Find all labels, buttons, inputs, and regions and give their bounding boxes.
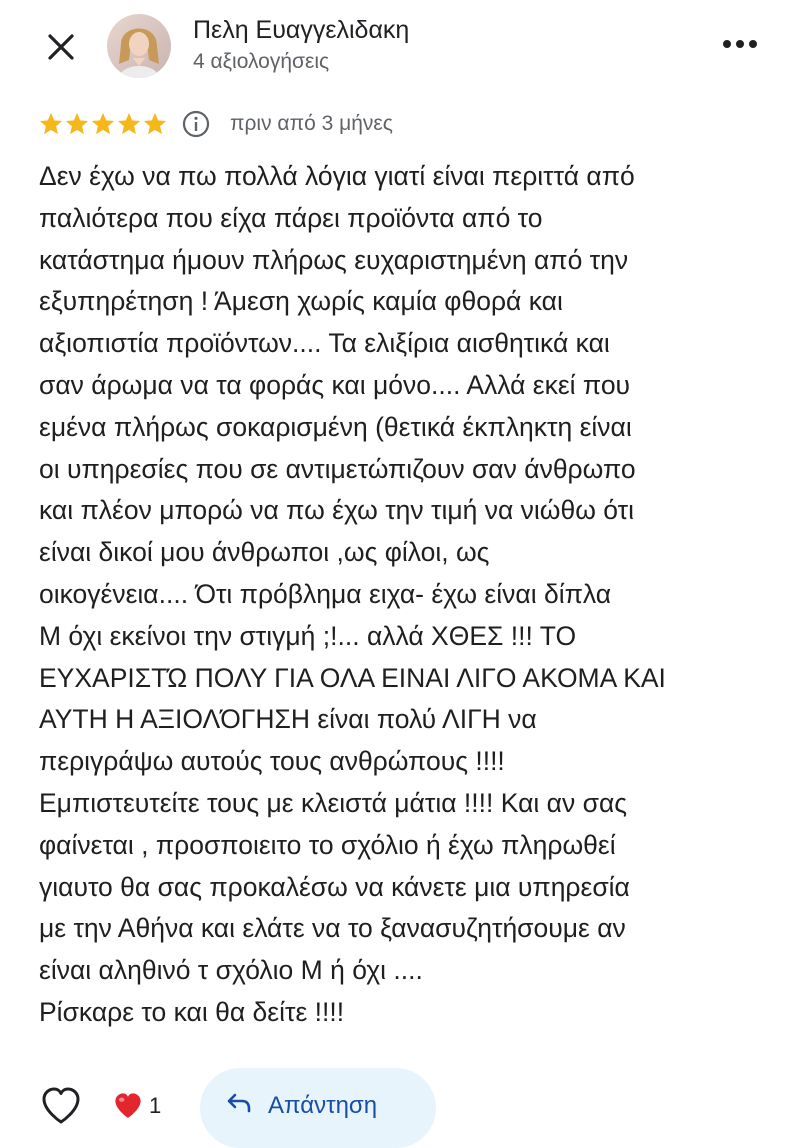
reply-button[interactable] [200, 1068, 436, 1148]
review-text [39, 156, 779, 1034]
more-options-button[interactable] [716, 24, 764, 64]
review-line: περιγράψω αυτούς τους ανθρώπους !!!! [39, 746, 505, 777]
review-line: οικογένεια.... Ότι πρόβλημα ειχα- έχω είναι δίπλα [39, 578, 612, 609]
review-line: είναι αληθινό τ σχόλιο Μ ή όχι .... [39, 955, 423, 986]
review-line: οι υπηρεσίες που σε αντιμετώπιζουν σαν άνθρωπο [39, 453, 636, 484]
close-button[interactable] [40, 26, 82, 68]
star-icon [64, 111, 90, 137]
more-horizontal-icon [722, 39, 758, 49]
author-review-count[interactable]: 4 αξιολογήσεις [193, 50, 330, 73]
author-name[interactable]: Πελη Ευαγγελιδακη [193, 16, 410, 44]
review-line: και πλέον μπορώ να πω έχω την τιμή να νιώθω ότι [39, 495, 635, 526]
review-line: εμένα πλήρως σοκαρισμένη (θετικά έκπληκτη είναι [39, 411, 632, 442]
review-line: παλιότερα που είχα πάρει προϊόντα από το [39, 202, 543, 233]
review-line: Μ όχι εκείνοι την στιγμή ;!... αλλά ΧΘΕΣ !!! ΤΟ [39, 620, 577, 651]
star-icon [90, 111, 116, 137]
review-line: φαίνεται , προσποιειτο το σχόλιο ή έχω πληρωθεί [39, 829, 616, 860]
avatar[interactable] [107, 14, 171, 78]
heart-outline-icon [40, 1086, 82, 1126]
review-line: Ρίσκαρε το και θα δείτε !!!! [39, 996, 345, 1027]
review-line: αξιοπιστία προϊόντων.... Τα ελιξίρια αισθητικά και [39, 328, 610, 359]
star-rating [38, 111, 168, 137]
reaction-summary[interactable] [113, 1092, 161, 1120]
review-line: Δεν έχω να πω πολλά λόγια γιατί είναι περιττά από [39, 161, 635, 191]
review-line: κατάστημα ήμουν πλήρως ευχαριστημένη από την [39, 244, 629, 275]
star-icon [116, 111, 142, 137]
review-line: με την Αθήνα και ελάτε να το ξανασυζητήσουμε αν [39, 913, 626, 944]
review-line: Εμπιστευτείτε τους με κλειστά μάτια !!!! Και αν σας [39, 787, 628, 818]
review-line: γιαυτο θα σας προκαλέσω να κάνετε μια υπηρεσία [39, 871, 630, 902]
reply-arrow-icon [226, 1092, 252, 1114]
close-icon [47, 33, 75, 61]
heart-filled-icon [113, 1092, 143, 1120]
reaction-count: 1 [149, 1093, 162, 1118]
rating-row [38, 106, 393, 142]
info-icon[interactable] [182, 110, 210, 138]
profile-photo [107, 14, 171, 78]
review-actions [0, 1066, 800, 1129]
review-line: εξυπηρέτηση ! Άμεση χωρίς καμία φθορά και [39, 286, 563, 317]
review-line: ΕΥΧΑΡΙΣΤΏ ΠΟΛΥ ΓΙΑ ΟΛΑ ΕΙΝΑΙ ΛΙΓΟ ΑΚΟΜΑ ΚΑΙ [39, 662, 666, 693]
review-line: είναι δικοί μου άνθρωποι ,ως φίλοι, ως [39, 537, 490, 568]
review-date: πριν από 3 μήνες [230, 112, 393, 135]
review-line: ΑΥΤΗ Η ΑΞΙΟΛΌΓΗΣΗ είναι πολύ ΛΙΓΗ να [39, 704, 537, 735]
like-button[interactable] [40, 1086, 84, 1130]
review-line: σαν άρωμα να τα φοράς και μόνο.... Αλλά εκεί που [39, 369, 631, 400]
star-icon [142, 111, 168, 137]
reply-label: Απάντηση [268, 1092, 378, 1119]
star-icon [38, 111, 64, 137]
